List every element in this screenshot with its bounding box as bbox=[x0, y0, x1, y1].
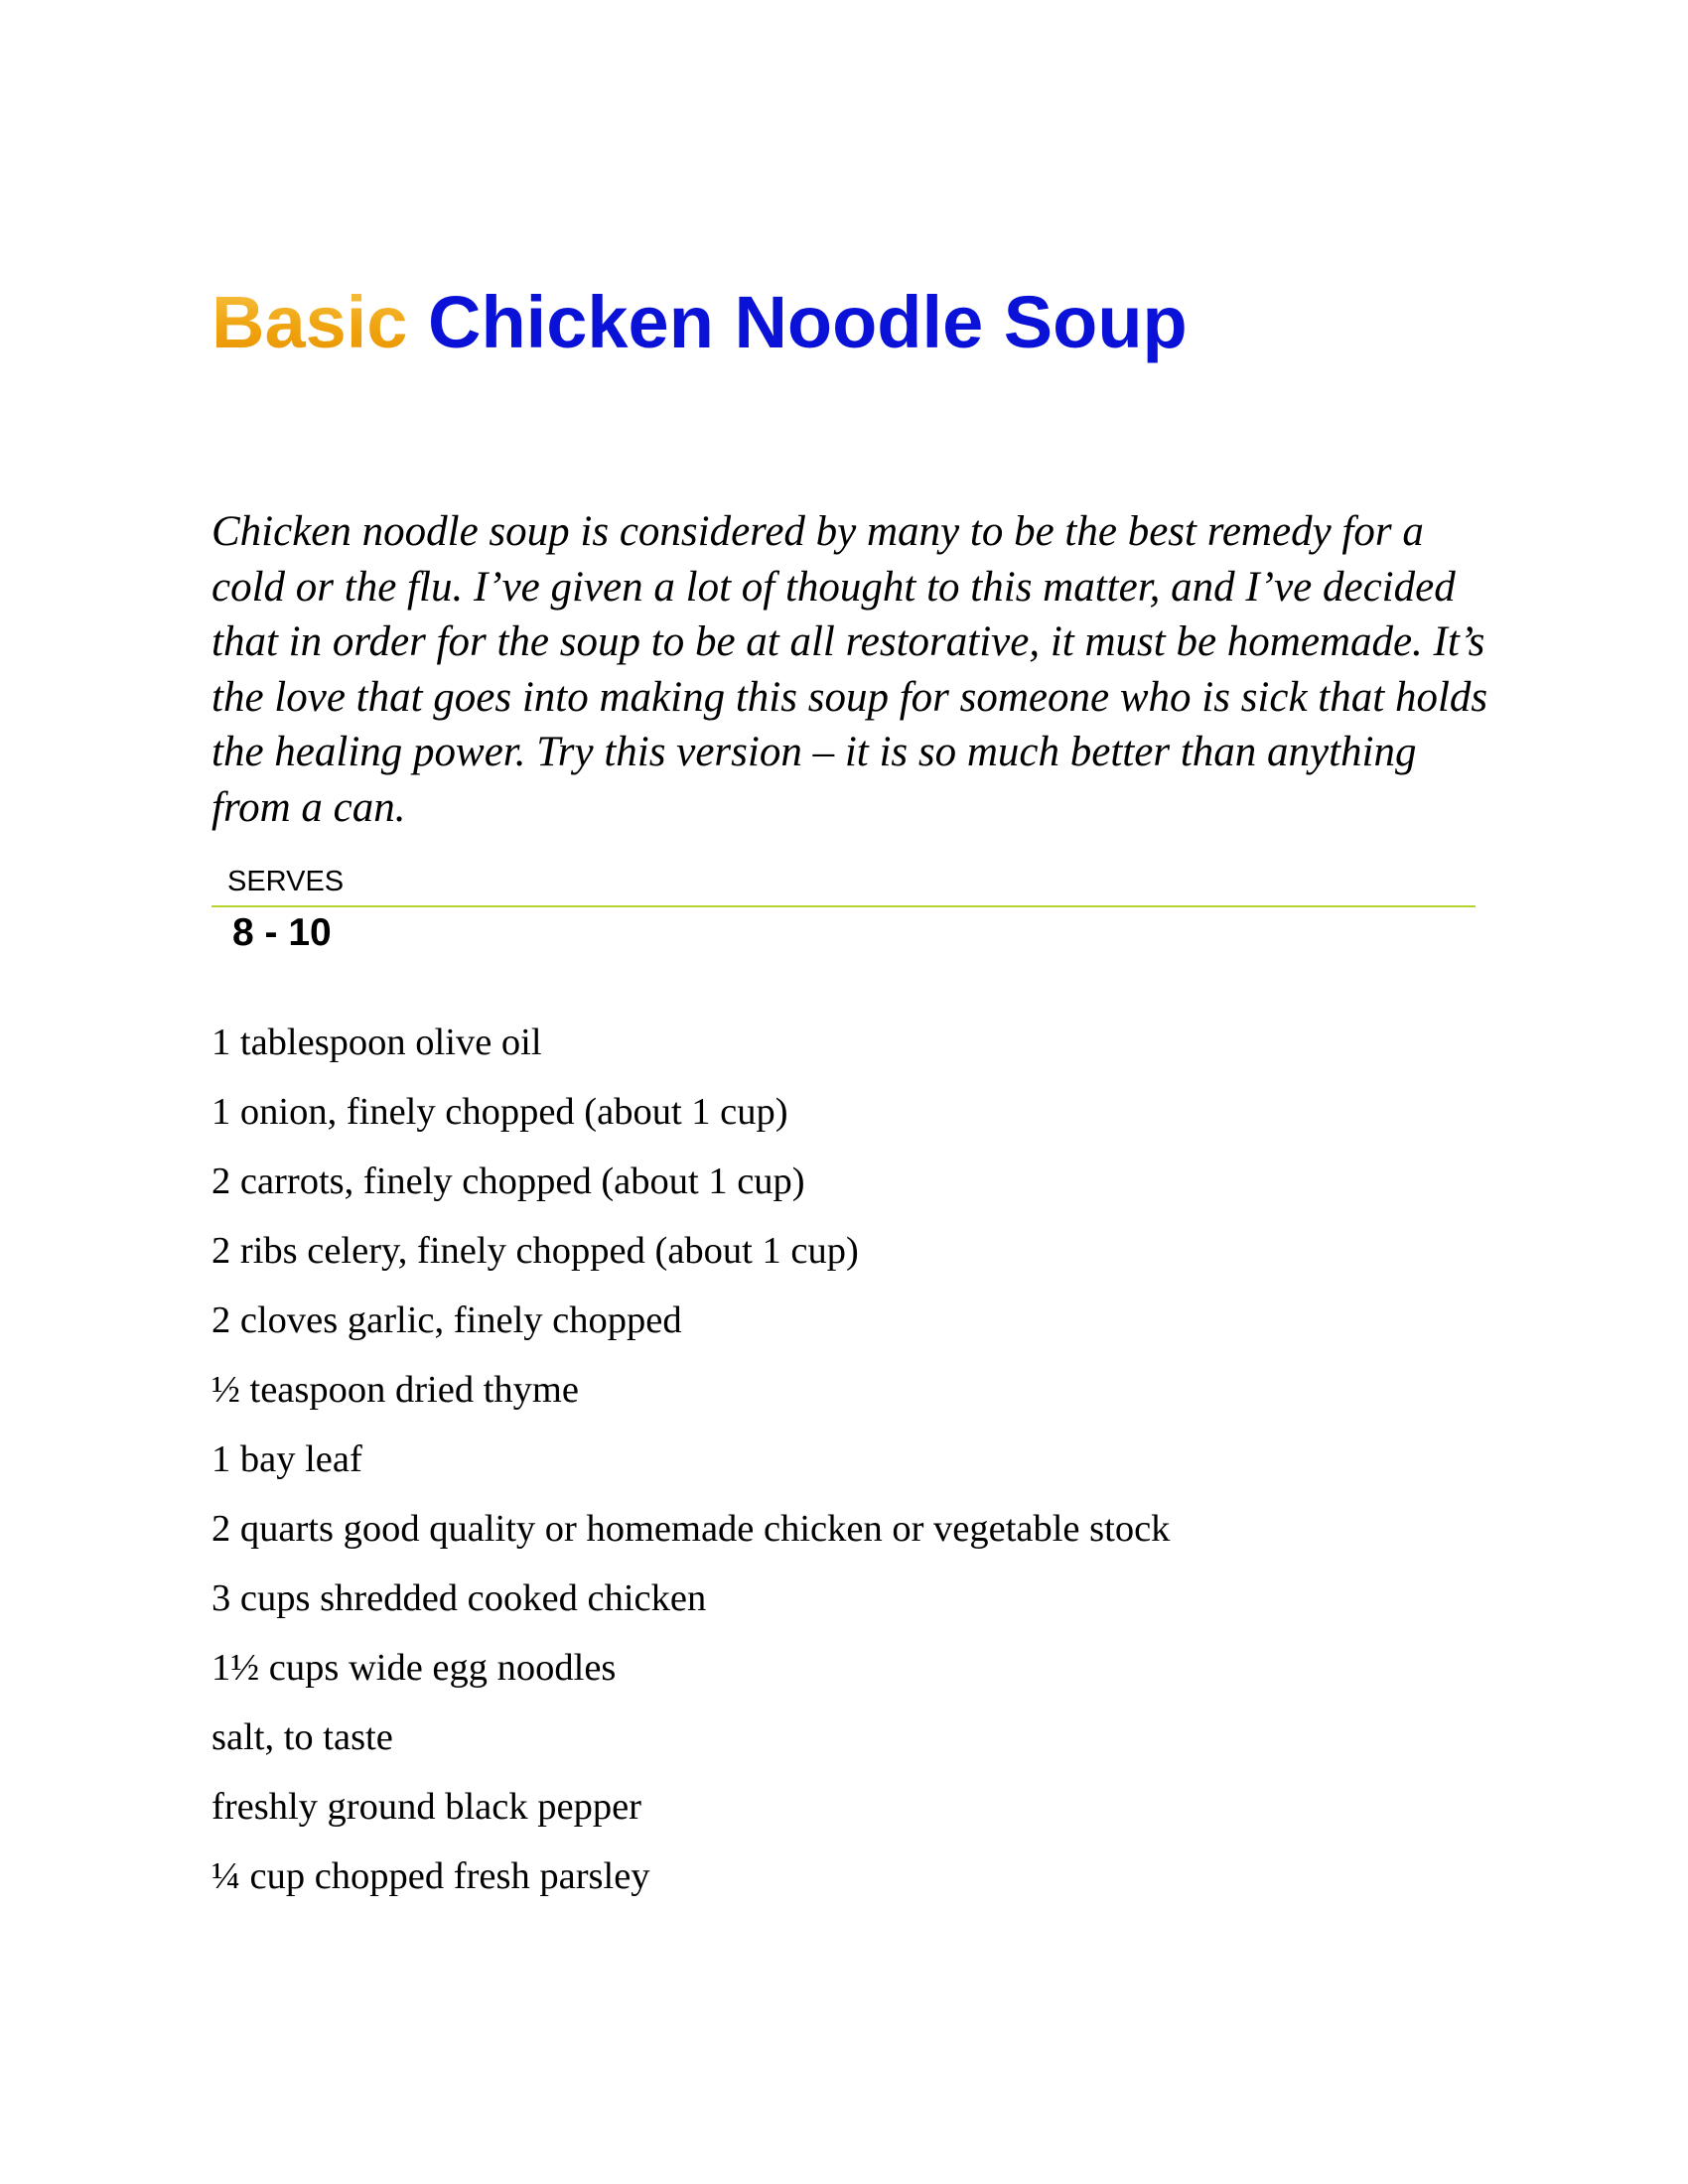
ingredient-item: 3 cups shredded cooked chicken bbox=[211, 1577, 707, 1619]
title-word-basic: Basic bbox=[211, 281, 408, 363]
ingredient-item: 2 ribs celery, finely chopped (about 1 cup) bbox=[211, 1230, 859, 1272]
serves-label: SERVES bbox=[227, 866, 345, 897]
ingredient-item: salt, to taste bbox=[211, 1716, 393, 1758]
ingredient-item: 2 cloves garlic, finely chopped bbox=[211, 1299, 682, 1341]
ingredient-item: 2 carrots, finely chopped (about 1 cup) bbox=[211, 1160, 805, 1202]
ingredient-item: 1½ cups wide egg noodles bbox=[211, 1647, 617, 1689]
ingredient-item: 1 onion, finely chopped (about 1 cup) bbox=[211, 1091, 788, 1133]
recipe-introduction: Chicken noodle soup is considered by many to be the best remedy for a cold or the flu. I’ve given a lot of thought to this matter, and I’ve decided that in order for the soup to be at all restorative, it must be homemade. It’s the love that goes into making this soup for someone who is sick that holds the healing power. Try this version – it is so much better than anything from a can. bbox=[211, 508, 1488, 831]
serves-divider bbox=[211, 905, 1476, 907]
recipe-title bbox=[211, 281, 1188, 363]
ingredient-item: ½ teaspoon dried thyme bbox=[211, 1369, 579, 1411]
serves-value: 8 - 10 bbox=[232, 911, 332, 954]
ingredient-item: freshly ground black pepper bbox=[211, 1786, 641, 1828]
title-word-rest: Chicken Noodle Soup bbox=[428, 281, 1188, 363]
ingredient-item: 1 bay leaf bbox=[211, 1438, 362, 1480]
ingredient-item: 1 tablespoon olive oil bbox=[211, 1022, 542, 1063]
ingredient-item: 2 quarts good quality or homemade chicken or vegetable stock bbox=[211, 1508, 1171, 1550]
ingredient-item: ¼ cup chopped fresh parsley bbox=[211, 1855, 650, 1897]
ingredient-list bbox=[211, 1008, 1170, 1911]
